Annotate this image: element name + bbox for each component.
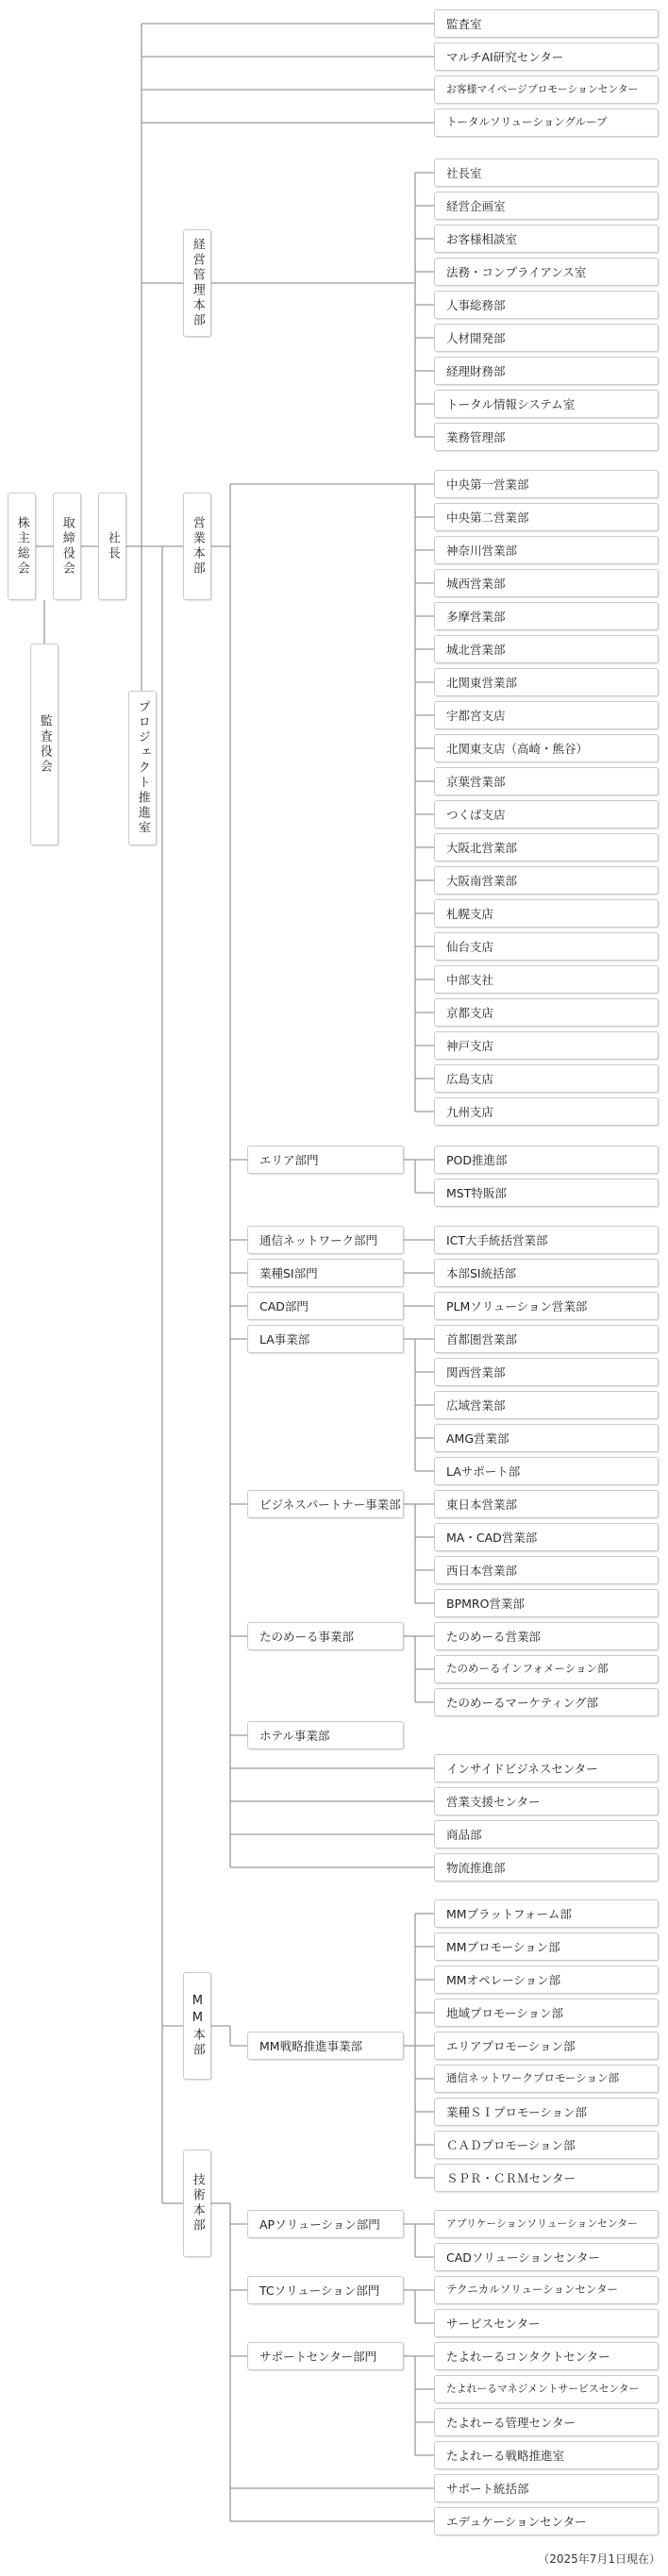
department-box: 広域営業部 <box>434 1391 659 1419</box>
division-si: 業種SI部門 <box>247 1259 404 1287</box>
division-mm-strategy: MM戦略推進事業部 <box>247 2032 404 2060</box>
department-box: 中央第二営業部 <box>434 503 659 531</box>
department-box: ICT大手統括営業部 <box>434 1226 659 1254</box>
department-box: LAサポート部 <box>434 1457 659 1485</box>
department-box: 京葉営業部 <box>434 767 659 795</box>
department-box: 人材開発部 <box>434 324 659 352</box>
division-ap-solution: APソリューション部門 <box>247 2210 404 2238</box>
department-box: 地域プロモーション部 <box>434 1999 659 2027</box>
department-box: 多摩営業部 <box>434 602 659 630</box>
department-box: 業務管理部 <box>434 423 659 451</box>
department-box: サポート統括部 <box>434 2474 659 2502</box>
department-box: テクニカルソリューションセンター <box>434 2276 659 2304</box>
department-box: ＣＡＤプロモーション部 <box>434 2131 659 2159</box>
department-box: 京都支店 <box>434 998 659 1027</box>
board-box: 取締役会 <box>53 493 81 600</box>
department-box: 首都圏営業部 <box>434 1325 659 1353</box>
department-box: 関西営業部 <box>434 1358 659 1386</box>
department-box: MMオペレーション部 <box>434 1965 659 1994</box>
department-box: CADソリューションセンター <box>434 2243 659 2271</box>
department-box: 商品部 <box>434 1820 659 1848</box>
department-box: 物流推進部 <box>434 1853 659 1882</box>
department-box: お客様相談室 <box>434 225 659 253</box>
department-box: 城西営業部 <box>434 569 659 597</box>
department-box: つくば支店 <box>434 800 659 828</box>
department-box: 九州支店 <box>434 1097 659 1126</box>
department-box: 大阪北営業部 <box>434 833 659 861</box>
department-box: たのめーるマーケティング部 <box>434 1688 659 1716</box>
department-box: 西日本営業部 <box>434 1556 659 1584</box>
division-la: LA事業部 <box>247 1325 404 1353</box>
department-box: お客様マイページプロモーションセンター <box>434 75 659 104</box>
department-box: 営業支援センター <box>434 1787 659 1815</box>
auditors-box: 監査役会 <box>30 644 58 845</box>
tech-hq-box: 技術本部 <box>183 2149 211 2257</box>
department-box: BPMRO営業部 <box>434 1589 659 1617</box>
department-box: MMプラットフォーム部 <box>434 1899 659 1928</box>
department-box: 監査室 <box>434 9 659 38</box>
department-box: たよれーる戦略推進室 <box>434 2441 659 2469</box>
department-box: たのめーるインフォメーション部 <box>434 1655 659 1683</box>
department-box: MMプロモーション部 <box>434 1932 659 1961</box>
department-box: MA・CAD営業部 <box>434 1523 659 1551</box>
department-box: 宇都宮支店 <box>434 701 659 729</box>
department-box: たよれーるマネジメントサービスセンター <box>434 2375 659 2403</box>
management-hq-box: 経営管理本部 <box>183 229 211 337</box>
department-box: POD推進部 <box>434 1146 659 1174</box>
department-box: 仙台支店 <box>434 932 659 961</box>
department-box: 本部SI統括部 <box>434 1259 659 1287</box>
as-of-date: （2025年7月1日現在） <box>538 2552 660 2566</box>
department-box: MST特販部 <box>434 1179 659 1207</box>
department-box: トータルソリューショングループ <box>434 109 659 137</box>
department-box: 社長室 <box>434 159 659 187</box>
department-box: 中央第一営業部 <box>434 470 659 498</box>
department-box: たよれーる管理センター <box>434 2408 659 2436</box>
department-box: トータル情報システム室 <box>434 390 659 418</box>
department-box: たよれーるコンタクトセンター <box>434 2342 659 2370</box>
division-tanomeru: たのめーる事業部 <box>247 1622 404 1650</box>
department-box: たのめーる営業部 <box>434 1622 659 1650</box>
division-partner: ビジネスパートナー事業部 <box>247 1490 404 1518</box>
department-box: インサイドビジネスセンター <box>434 1754 659 1782</box>
president-box: 社長 <box>98 493 126 600</box>
department-box: 法務・コンプライアンス室 <box>434 258 659 286</box>
department-box: エリアプロモーション部 <box>434 2032 659 2060</box>
division-area: エリア部門 <box>247 1146 404 1174</box>
department-box: 経理財務部 <box>434 357 659 385</box>
project-office-box: プロジェクト推進室 <box>128 691 157 845</box>
mm-hq-box: MM本部 <box>183 1972 211 2080</box>
department-box: アプリケーションソリューションセンター <box>434 2210 659 2238</box>
department-box: 東日本営業部 <box>434 1490 659 1518</box>
department-box: 経営企画室 <box>434 192 659 220</box>
department-box: 大阪南営業部 <box>434 866 659 895</box>
department-box: 北関東営業部 <box>434 668 659 696</box>
division-cad: CAD部門 <box>247 1292 404 1320</box>
division-telecom: 通信ネットワーク部門 <box>247 1226 404 1254</box>
department-box: ＳＰＲ・ＣＲＭセンター <box>434 2164 659 2192</box>
department-box: 広島支店 <box>434 1064 659 1093</box>
division-support-center: サポートセンター部門 <box>247 2342 404 2370</box>
department-box: 北関東支店（高崎・熊谷） <box>434 734 659 762</box>
department-box: 人事総務部 <box>434 291 659 319</box>
sales-hq-box: 営業本部 <box>183 493 211 600</box>
department-box: 中部支社 <box>434 965 659 994</box>
division-tc-solution: TCソリューション部門 <box>247 2276 404 2304</box>
department-box: 業種ＳＩプロモーション部 <box>434 2098 659 2126</box>
department-box: AMG営業部 <box>434 1424 659 1452</box>
department-box: 札幌支店 <box>434 899 659 928</box>
department-box: マルチAI研究センター <box>434 42 659 71</box>
shareholders-box: 株主総会 <box>8 493 36 600</box>
department-box: 神奈川営業部 <box>434 536 659 564</box>
department-box: エデュケーションセンター <box>434 2507 659 2535</box>
department-box: 城北営業部 <box>434 635 659 663</box>
division-hotel: ホテル事業部 <box>247 1721 404 1749</box>
department-box: 通信ネットワークプロモーション部 <box>434 2065 659 2093</box>
department-box: サービスセンター <box>434 2309 659 2337</box>
department-box: 神戸支店 <box>434 1031 659 1060</box>
department-box: PLMソリューション営業部 <box>434 1292 659 1320</box>
